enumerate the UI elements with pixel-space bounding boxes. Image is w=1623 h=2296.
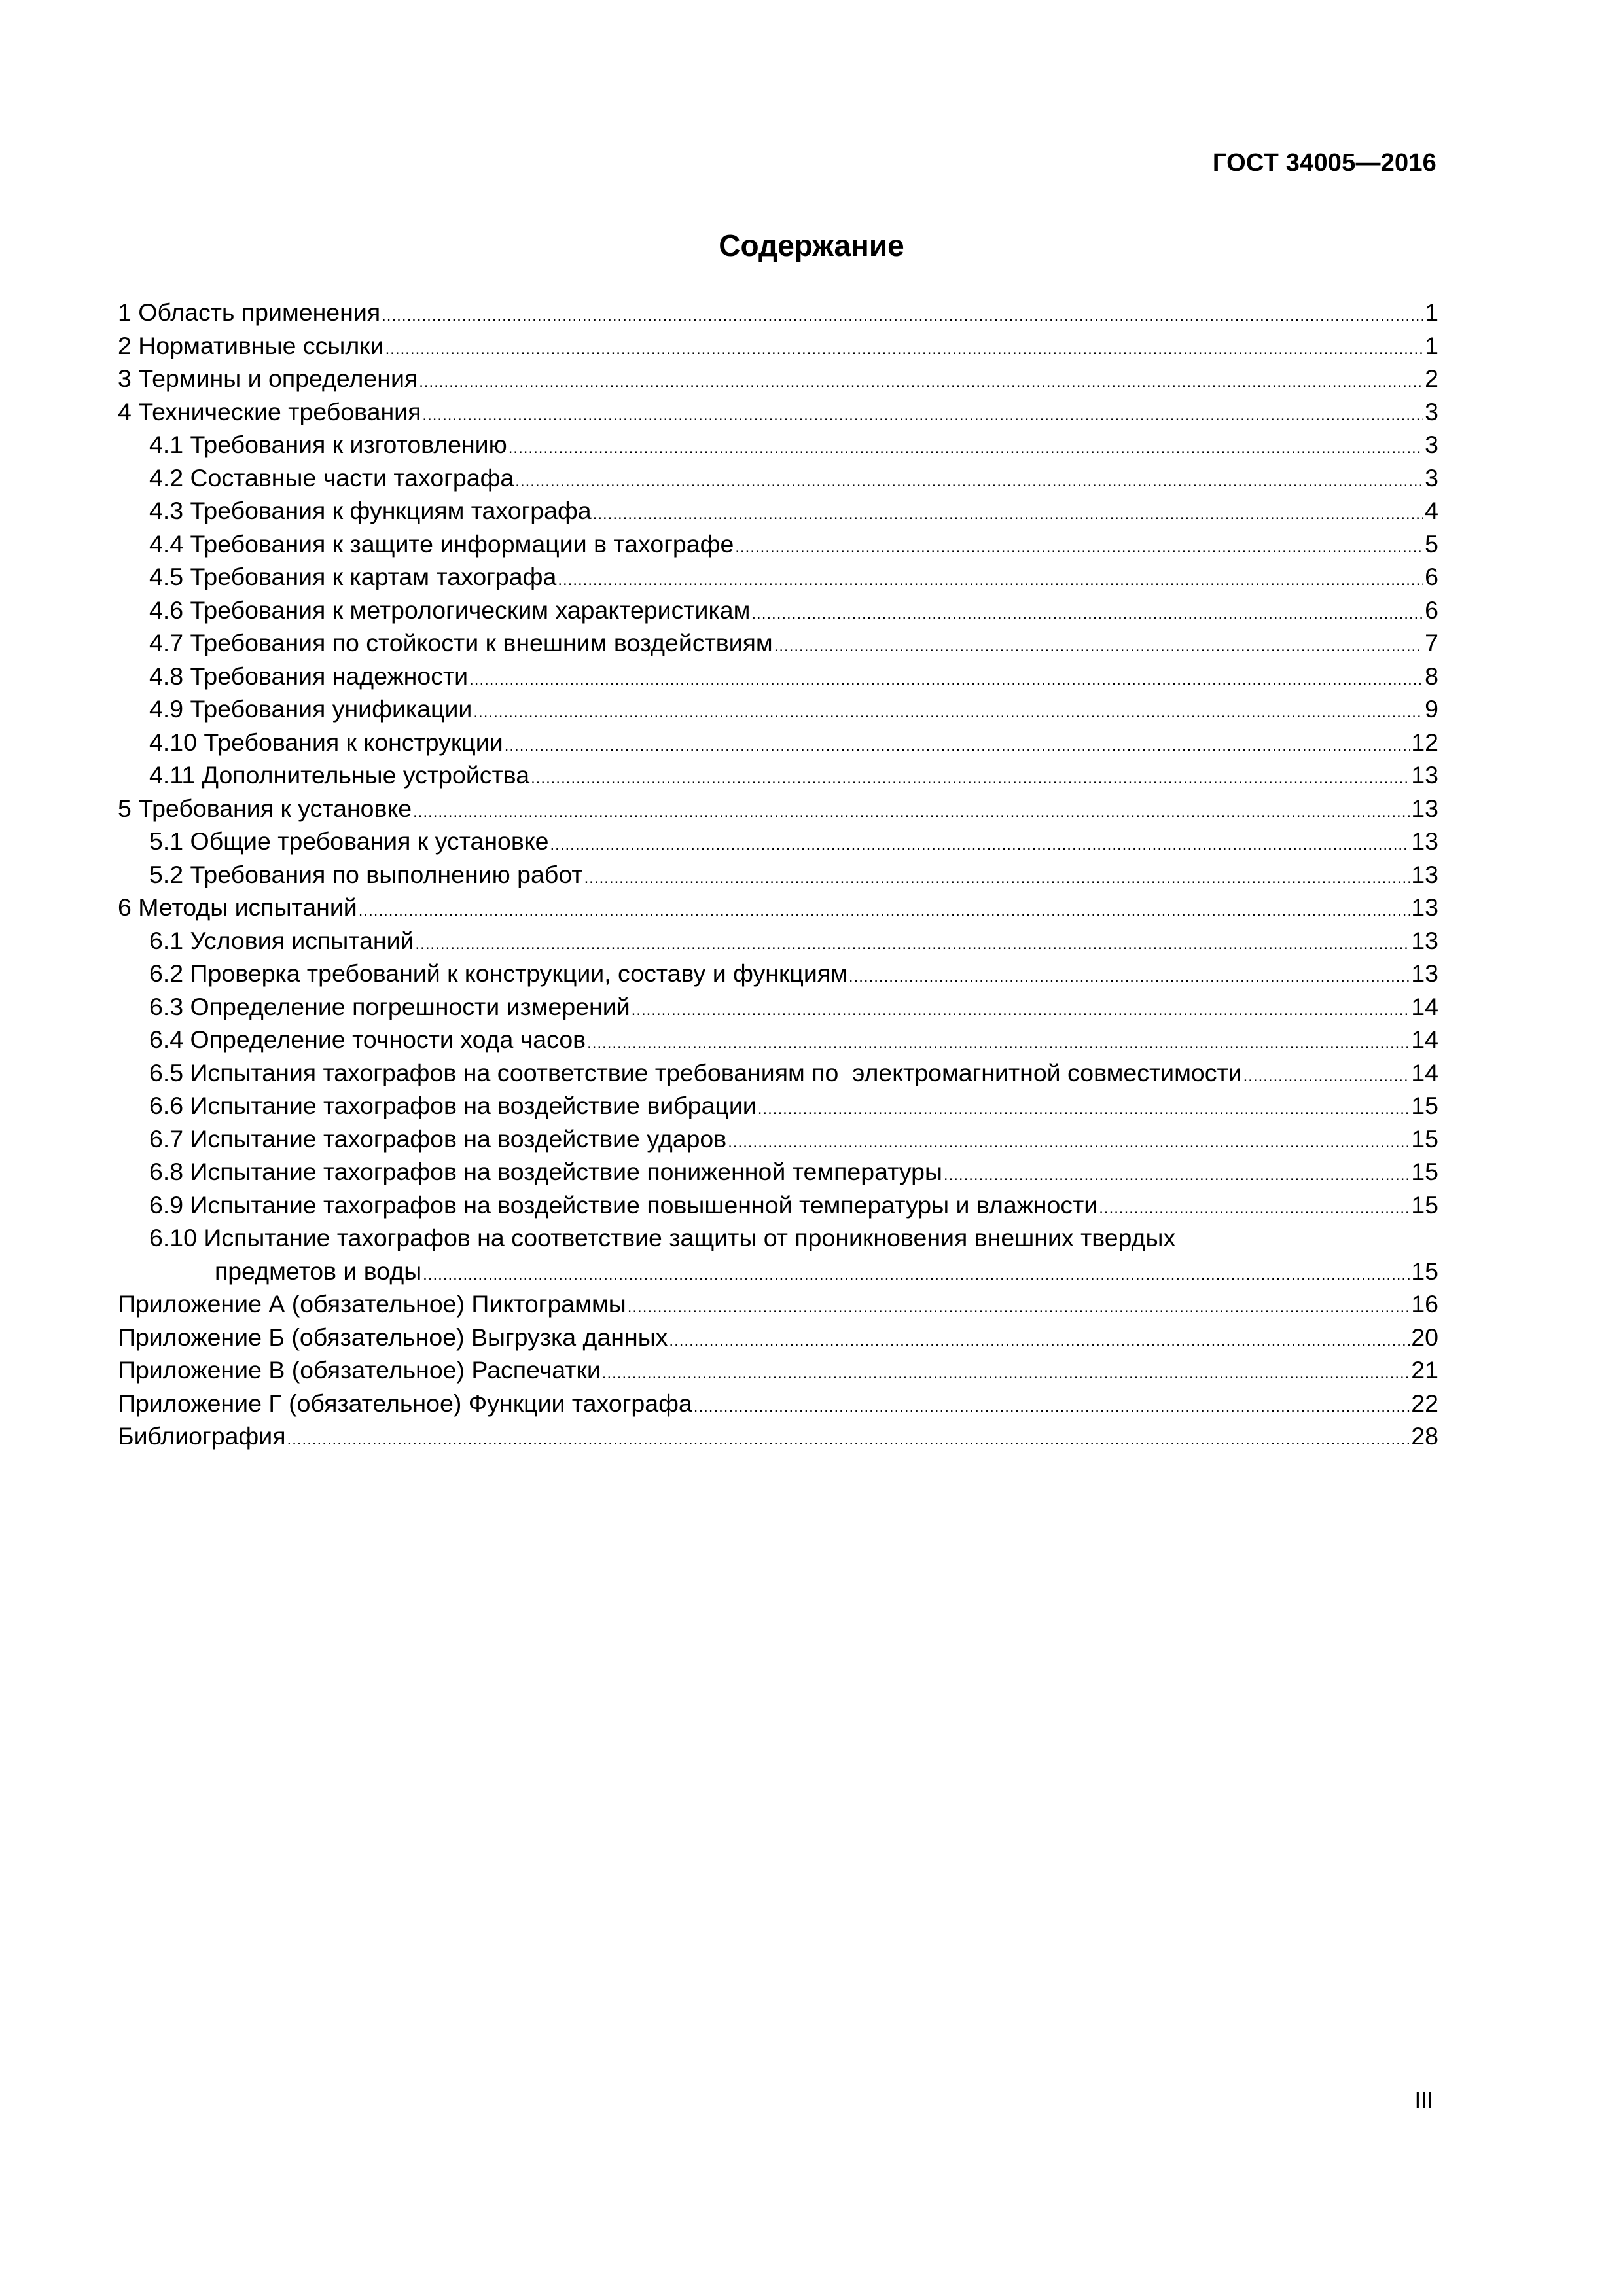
toc-leader-dots (558, 560, 1423, 594)
toc-leader-dots (413, 792, 1410, 825)
toc-subentry[interactable] (118, 1189, 1438, 1222)
toc-leader-dots (359, 891, 1410, 924)
toc-entry-page: 4 (1425, 497, 1438, 524)
toc-subentry[interactable] (118, 428, 1438, 461)
toc-entry-label: Приложение В (обязательное) Распечатки (118, 1356, 601, 1384)
toc-leader-dots (774, 626, 1423, 660)
toc-entry-label: 6.10 Испытание тахографов на соответствие защиты от проникновения внешних твердых (149, 1224, 1176, 1251)
toc-entry-page: 13 (1411, 761, 1438, 789)
toc-subentry[interactable] (118, 560, 1438, 594)
toc-entry-label: 6 Методы испытаний (118, 893, 357, 921)
toc-leader-dots (632, 990, 1410, 1024)
toc-leader-dots (944, 1155, 1410, 1189)
toc-subentry-continuation[interactable] (118, 1255, 1438, 1288)
toc-subentry[interactable] (118, 759, 1438, 792)
toc-entry-page: 22 (1411, 1389, 1438, 1417)
toc-subentry[interactable] (118, 825, 1438, 858)
toc-entry-page: 3 (1425, 397, 1438, 425)
toc-leader-dots (505, 726, 1410, 759)
toc-entry-label: Библиография (118, 1422, 286, 1450)
toc-subentry[interactable] (118, 1122, 1438, 1156)
toc-subentry[interactable] (118, 1221, 1438, 1255)
toc-entry-page: 8 (1425, 662, 1438, 690)
toc-subentry[interactable] (118, 626, 1438, 660)
toc-entry-page: 3 (1425, 431, 1438, 458)
toc-entry-label: 6.7 Испытание тахографов на воздействие ударов (149, 1124, 727, 1153)
toc-entry-label: 1 Область применения (118, 298, 381, 326)
toc-leader-dots (473, 692, 1423, 726)
toc-leader-dots (385, 329, 1424, 363)
toc-entry-page: 12 (1411, 728, 1438, 756)
toc-leader-dots (515, 461, 1423, 495)
toc-leader-dots (382, 296, 1423, 329)
toc-entry-label: 4.5 Требования к картам тахографа (149, 563, 557, 590)
toc-leader-dots (751, 594, 1423, 627)
toc-entry-label: 6.2 Проверка требований к конструкции, составу и функциям (149, 960, 847, 987)
toc-entry-label: 4.7 Требования по стойкости к внешним воздействиям (149, 629, 773, 656)
toc-entry-page: 1 (1425, 298, 1438, 326)
toc-entry-label: 5.1 Общие требования к установке (149, 827, 549, 855)
toc-entry-page: 6 (1425, 596, 1438, 624)
toc-leader-dots (735, 528, 1423, 561)
toc-entry-page: 15 (1411, 1257, 1438, 1285)
toc-leader-dots (287, 1420, 1410, 1453)
toc-subentry[interactable] (118, 692, 1438, 726)
toc-subentry[interactable] (118, 594, 1438, 627)
toc-entry-page: 2 (1425, 365, 1438, 392)
toc-entry-label: 4.11 Дополнительные устройства (149, 761, 530, 789)
toc-entry-label: Приложение Б (обязательное) Выгрузка данных (118, 1323, 668, 1351)
toc-leader-dots (849, 957, 1410, 990)
toc-subentry[interactable] (118, 528, 1438, 561)
toc-leader-dots (416, 924, 1410, 958)
toc-leader-dots (508, 428, 1423, 461)
toc-entry-label: 6.6 Испытание тахографов на воздействие вибрации (149, 1092, 757, 1119)
toc-entry[interactable] (118, 1287, 1438, 1321)
page-number: III (1414, 2088, 1433, 2113)
toc-entry-label: 6.8 Испытание тахографов на воздействие пониженной температуры (149, 1158, 942, 1185)
toc-entry-label: 4.1 Требования к изготовлению (149, 431, 507, 458)
toc-entry[interactable] (118, 1321, 1438, 1354)
toc-entry-label: 4.4 Требования к защите информации в тахографе (149, 529, 734, 558)
toc-entry[interactable] (118, 296, 1438, 329)
toc-entry-label: 4.3 Требования к функциям тахографа (149, 497, 592, 524)
toc-subentry[interactable] (118, 1089, 1438, 1122)
toc-entry-page: 14 (1411, 1026, 1438, 1053)
toc-entry[interactable] (118, 891, 1438, 924)
toc-entry[interactable] (118, 362, 1438, 395)
toc-leader-dots (758, 1089, 1410, 1122)
toc-entry-page: 3 (1425, 463, 1438, 492)
toc-subentry[interactable] (118, 957, 1438, 990)
toc-entry-label: Приложение А (обязательное) Пиктограммы (118, 1290, 626, 1318)
toc-entry-label: Приложение Г (обязательное) Функции тахографа (118, 1389, 692, 1417)
toc-entry-label: 4 Технические требования (118, 397, 421, 425)
toc-entry-label: 6.3 Определение погрешности измерений (149, 992, 630, 1020)
toc-entry-page: 16 (1411, 1290, 1438, 1318)
toc-entry-page: 14 (1411, 1058, 1438, 1086)
toc-entry-page: 13 (1411, 926, 1438, 954)
toc-entry-label: 6.1 Условия испытаний (149, 926, 414, 954)
toc-leader-dots (423, 1255, 1410, 1288)
toc-entry-page: 5 (1425, 529, 1438, 558)
toc-leader-dots (1243, 1056, 1410, 1090)
toc-entry[interactable] (118, 1354, 1438, 1387)
toc-subentry[interactable] (118, 924, 1438, 958)
toc-leader-dots (593, 494, 1423, 528)
toc-entry[interactable] (118, 792, 1438, 825)
toc-leader-dots (584, 858, 1410, 891)
toc-subentry[interactable] (118, 1023, 1438, 1056)
toc-subentry[interactable] (118, 1056, 1438, 1090)
toc-leader-dots (587, 1023, 1410, 1056)
toc-entry-label: 5.2 Требования по выполнению работ (149, 860, 583, 888)
toc-entry-page: 14 (1411, 992, 1438, 1020)
toc-entry-page: 6 (1425, 563, 1438, 590)
toc-entry[interactable] (118, 1387, 1438, 1420)
toc-leader-dots (531, 759, 1410, 792)
toc-subentry[interactable] (118, 858, 1438, 891)
toc-entry-label: 4.6 Требования к метрологическим характеристикам (149, 596, 751, 624)
page-title: Содержание (719, 228, 904, 262)
toc-entry-page: 1 (1425, 331, 1438, 359)
toc-leader-dots (1099, 1189, 1410, 1222)
toc-entry-page: 13 (1411, 960, 1438, 987)
toc-entry-label: 6.5 Испытания тахографов на соответствие требованиям по электромагнитной совместимости (149, 1058, 1242, 1086)
toc-leader-dots (419, 362, 1423, 395)
toc-entry-label: 5 Требования к установке (118, 794, 412, 822)
toc-entry-page: 15 (1411, 1158, 1438, 1185)
toc-subentry[interactable] (118, 726, 1438, 759)
toc-entry-page: 13 (1411, 794, 1438, 822)
toc-entry-page: 15 (1411, 1092, 1438, 1119)
toc-leader-dots (550, 825, 1410, 858)
toc-subentry[interactable] (118, 461, 1438, 495)
toc-entry-page: 13 (1411, 827, 1438, 855)
toc-leader-dots (694, 1387, 1410, 1420)
toc-entry[interactable] (118, 329, 1438, 363)
toc-leader-dots (628, 1287, 1410, 1321)
table-of-contents (118, 296, 1438, 1453)
toc-entry-label: 4.2 Составные части тахографа (149, 463, 514, 492)
toc-leader-dots (422, 395, 1423, 429)
toc-entry-label: 6.9 Испытание тахографов на воздействие повышенной температуры и влажности (149, 1191, 1098, 1219)
toc-entry-label-continuation: предметов и воды (215, 1257, 422, 1285)
toc-entry-label: 6.4 Определение точности хода часов (149, 1026, 586, 1053)
toc-entry-label: 4.8 Требования надежности (149, 662, 469, 690)
toc-entry-label: 3 Термины и определения (118, 365, 418, 392)
toc-entry-page: 21 (1411, 1356, 1438, 1384)
toc-subentry[interactable] (118, 494, 1438, 528)
toc-entry-page: 28 (1411, 1422, 1438, 1450)
toc-leader-dots (728, 1122, 1410, 1156)
toc-entry-page: 9 (1425, 695, 1438, 723)
toc-entry-page: 15 (1411, 1191, 1438, 1219)
document-code: ГОСТ 34005—2016 (1212, 149, 1436, 177)
toc-leader-dots (669, 1321, 1410, 1354)
toc-subentry[interactable] (118, 990, 1438, 1024)
toc-entry-page: 15 (1411, 1124, 1438, 1153)
toc-entry-page: 13 (1411, 893, 1438, 921)
toc-subentry[interactable] (118, 1155, 1438, 1189)
toc-entry-page: 20 (1411, 1323, 1438, 1351)
toc-entry-page: 7 (1425, 629, 1438, 656)
toc-entry-label: 4.9 Требования унификации (149, 695, 473, 723)
toc-subentry[interactable] (118, 660, 1438, 693)
toc-entry[interactable] (118, 1420, 1438, 1453)
toc-entry-label: 2 Нормативные ссылки (118, 331, 384, 359)
toc-leader-dots (602, 1354, 1410, 1387)
toc-entry-page: 13 (1411, 860, 1438, 888)
toc-entry-label: 4.10 Требования к конструкции (149, 728, 503, 756)
toc-entry[interactable] (118, 395, 1438, 429)
toc-leader-dots (469, 660, 1423, 693)
